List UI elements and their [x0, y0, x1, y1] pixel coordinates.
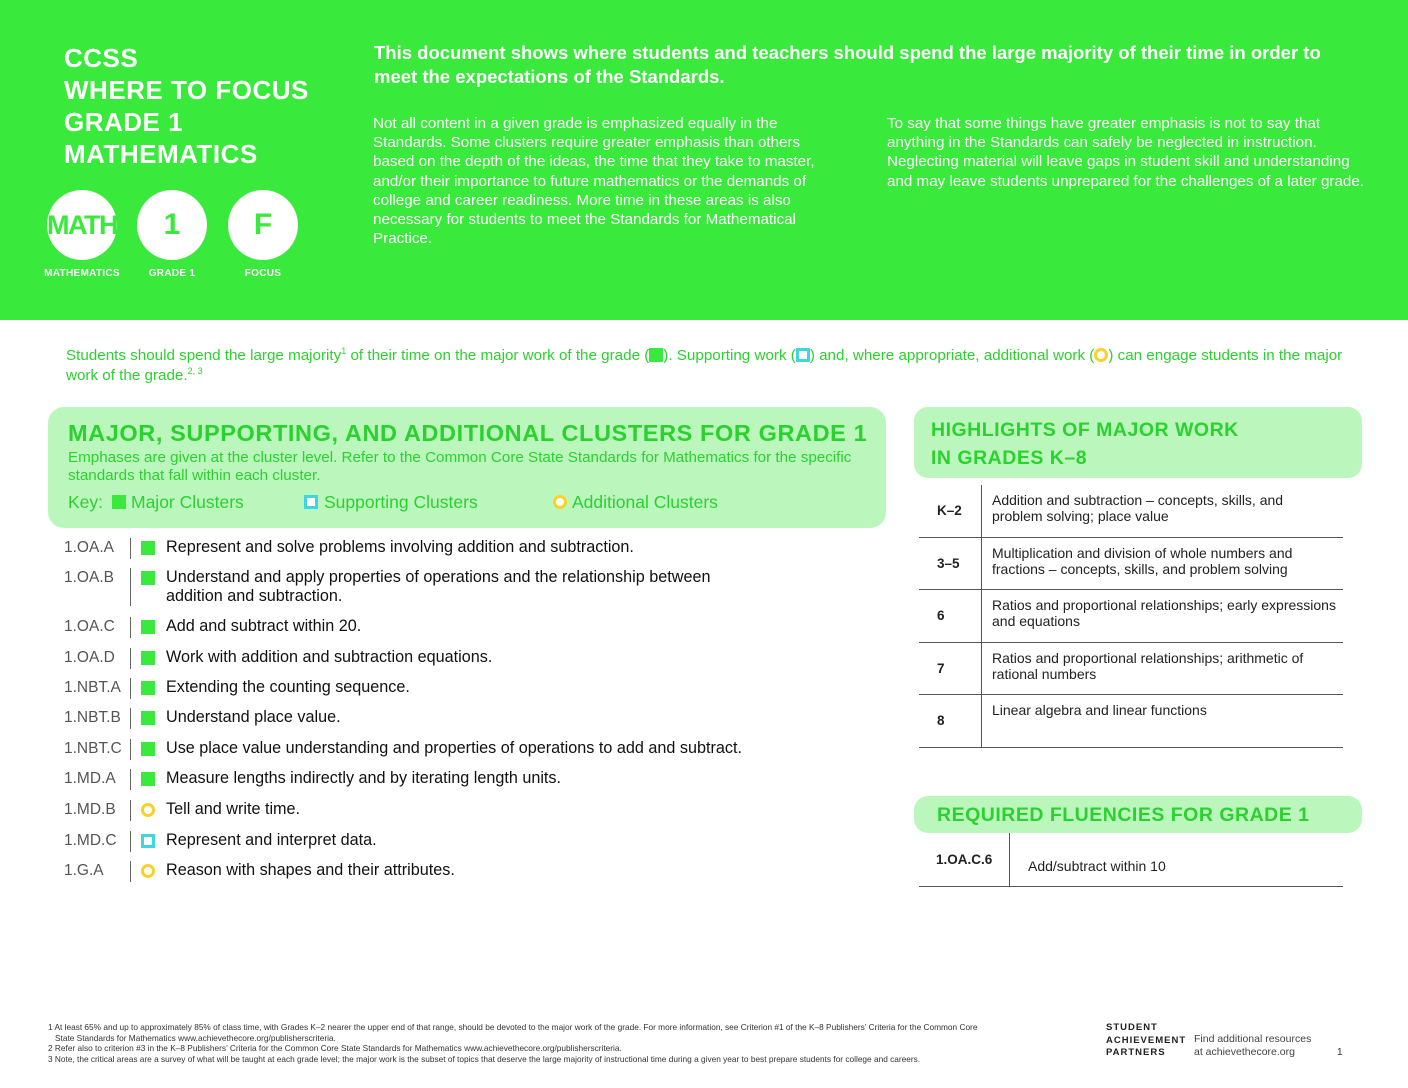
page-number: 1 — [1337, 1047, 1343, 1058]
highlights-heading-line: HIGHLIGHTS OF MAJOR WORK — [931, 419, 1239, 441]
major-square-icon — [141, 620, 155, 634]
major-square-icon — [141, 651, 155, 665]
divider — [130, 831, 131, 852]
divider — [130, 769, 131, 790]
resources-note — [1194, 1033, 1311, 1059]
fluencies-heading: REQUIRED FLUENCIES FOR GRADE 1 — [914, 796, 1362, 833]
cluster-description: Represent and interpret data. — [166, 831, 377, 849]
badge-caption: FOCUS — [244, 268, 282, 279]
cluster-key — [68, 492, 868, 516]
cluster-description: Reason with shapes and their attributes. — [166, 861, 455, 879]
footnote-ref: 1 — [341, 345, 347, 356]
divider — [130, 708, 131, 729]
grade-band: 3–5 — [919, 538, 982, 590]
additional-circle-icon — [141, 864, 155, 878]
divider — [130, 538, 131, 559]
grade-band: 8 — [919, 695, 982, 747]
divider — [130, 648, 131, 669]
logo-line: PARTNERS — [1106, 1047, 1166, 1058]
highlight-text: Ratios and proportional relationships; early expressions and equations — [992, 597, 1336, 629]
footnote-ref: 2, 3 — [187, 365, 203, 376]
intro-text: ). Supporting work ( — [663, 347, 796, 364]
cluster-description: Represent and solve problems involving addition and subtraction. — [166, 538, 634, 556]
title-line: GRADE 1 — [64, 107, 184, 137]
cluster-description: Use place value understanding and properties of operations to add and subtract. — [166, 739, 742, 757]
cluster-description: Understand place value. — [166, 708, 341, 726]
major-square-icon — [141, 742, 155, 756]
highlight-text: Addition and subtraction – concepts, skills, and problem solving; place value — [992, 492, 1284, 524]
major-square-icon — [141, 541, 155, 555]
focus-badge-circle: F — [228, 190, 298, 260]
publisher-logo — [1106, 1022, 1186, 1060]
highlights-table — [919, 485, 1343, 748]
cluster-code: 1.OA.A — [64, 539, 114, 556]
key-additional: Additional Clusters — [572, 492, 718, 512]
additional-circle-icon — [553, 495, 567, 509]
fluency-code: 1.OA.C.6 — [919, 833, 1010, 886]
highlights-heading — [914, 407, 1362, 478]
clusters-heading: MAJOR, SUPPORTING, AND ADDITIONAL CLUSTERS FOR GRADE 1 — [68, 420, 868, 446]
cluster-description: Measure lengths indirectly and by iterating length units. — [166, 769, 562, 787]
major-square-icon — [141, 772, 155, 786]
intro-text: ) can engage students in the major work of the grade. — [66, 347, 1343, 384]
cluster-code: 1.OA.D — [64, 649, 115, 666]
major-square-icon — [649, 348, 663, 362]
additional-circle-icon — [141, 803, 155, 817]
highlight-text: Linear algebra and linear functions — [992, 702, 1207, 718]
intro-column-2: To say that some things have greater emphasis is not to say that anything in the Standards can safely be neglected in instruction. Neglecting material will leave gaps in student skill and understanding and may leave students unprepared for the challenges of a later grade. — [887, 115, 1365, 190]
cluster-description: Extending the counting sequence. — [166, 678, 410, 696]
divider — [130, 861, 131, 882]
cluster-description: Work with addition and subtraction equations. — [166, 648, 493, 666]
grade-band: 6 — [919, 590, 982, 642]
footnote: State Standards for Mathematics www.achievethecore.org/publisherscriteria. — [55, 1032, 336, 1043]
cluster-code: 1.OA.B — [64, 569, 114, 586]
divider — [130, 739, 131, 760]
highlights-row — [919, 485, 1343, 538]
supporting-square-icon — [304, 495, 318, 509]
highlights-row — [919, 590, 1343, 643]
divider — [130, 800, 131, 821]
document-title — [64, 42, 309, 170]
highlights-row — [919, 643, 1343, 696]
footnotes — [48, 1022, 1088, 1064]
major-square-icon — [141, 711, 155, 725]
major-square-icon — [141, 681, 155, 695]
supporting-square-icon — [141, 834, 155, 848]
cluster-code: 1.MD.B — [64, 801, 116, 818]
cluster-code: 1.NBT.A — [64, 679, 121, 696]
divider — [130, 678, 131, 699]
cluster-code: 1.G.A — [64, 862, 104, 879]
title-line: CCSS — [64, 43, 139, 73]
focus-badge — [221, 190, 305, 279]
clusters-emphasis-note: Emphases are given at the cluster level. Refer to the Common Core State Standards for Mathematics for the specific standards that fall within each cluster. — [68, 449, 852, 484]
cluster-description: Understand and apply properties of operations and the relationship between addition and subtraction. — [166, 568, 711, 605]
footnote: 1 At least 65% and up to approximately 85% of class time, with Grades K–2 nearer the upper end of that range, should be devoted to the major work of the grade. For more information, see Criterion #1 of the K–8 Publishers’ Criteria for the Common Core — [48, 1022, 978, 1032]
logo-line: ACHIEVEMENT — [1106, 1034, 1187, 1046]
key-supporting: Supporting Clusters — [324, 492, 478, 512]
key-major: Major Clusters — [131, 492, 244, 512]
intro-text: Students should spend the large majority — [66, 347, 342, 364]
math-badge-circle: MATH — [47, 190, 117, 260]
grade-badge — [130, 190, 214, 279]
grade-band: 7 — [919, 643, 982, 695]
cluster-code: 1.MD.C — [64, 832, 117, 849]
grade-band: K–2 — [919, 485, 982, 537]
title-line: MATHEMATICS — [64, 139, 258, 169]
intro-column-1: Not all content in a given grade is emphasized equally in the Standards. Some clusters require greater emphasis than others based on the depth of the ideas, the time that they take to master, and/or their importance to future mathematics or the demands of college and career readiness. More time in these areas is also necessary for students to meet the Standards for Mathematical Practice. — [373, 115, 815, 248]
intro-text: of their time on the major work of the grade ( — [346, 347, 650, 364]
grade-badge-circle: 1 — [137, 190, 207, 260]
cluster-code: 1.NBT.B — [64, 709, 121, 726]
badge-group — [40, 190, 320, 290]
fluency-text: Add/subtract within 10 — [1028, 858, 1166, 874]
math-badge — [40, 190, 124, 279]
footnote: 2 Refer also to criterion #3 in the K–8 Publishers’ Criteria for the Common Core State Standards for Mathematics www.achievethecore.org/publisherscriteria. — [48, 1043, 622, 1053]
logo-line: STUDENT — [1106, 1022, 1158, 1033]
supporting-square-icon — [796, 348, 810, 362]
highlights-heading-line: IN GRADES K–8 — [931, 447, 1088, 469]
cluster-code: 1.NBT.C — [64, 740, 122, 757]
badge-caption: MATHEMATICS — [44, 268, 120, 279]
cluster-description: Add and subtract within 20. — [166, 617, 362, 635]
resources-link[interactable]: at achievethecore.org — [1194, 1046, 1295, 1058]
divider — [130, 617, 131, 638]
title-line: WHERE TO FOCUS — [64, 75, 309, 105]
major-square-icon — [112, 495, 126, 509]
highlights-row — [919, 695, 1343, 748]
cluster-description: Tell and write time. — [166, 800, 301, 818]
highlight-text: Ratios and proportional relationships; arithmetic of rational numbers — [992, 649, 1304, 682]
cluster-code: 1.MD.A — [64, 770, 116, 787]
resources-line: Find additional resources — [1194, 1033, 1312, 1045]
intro-text: ) and, where appropriate, additional work ( — [809, 347, 1095, 364]
badge-caption: GRADE 1 — [148, 268, 196, 279]
header-banner — [0, 0, 1408, 320]
major-square-icon — [141, 571, 155, 585]
footnote: 3 Note, the critical areas are a survey of what will be taught at each grade level; the major work is the subset of topics that deserve the large majority of instructional time during a given year to best prepare students for college and careers. — [48, 1053, 921, 1064]
divider — [130, 568, 131, 606]
highlights-row — [919, 538, 1343, 591]
fluency-row — [919, 833, 1343, 887]
cluster-code: 1.OA.C — [64, 618, 115, 635]
time-allocation-statement — [66, 346, 1356, 385]
lead-statement: This document shows where students and teachers should spend the large majority of their time in order to meet the expectations of the Standards. — [374, 42, 1321, 87]
clusters-header — [48, 407, 886, 528]
additional-circle-icon — [1094, 348, 1108, 362]
key-label: Key: — [68, 492, 104, 512]
highlight-text: Multiplication and division of whole numbers and fractions – concepts, skills, and problem solving — [992, 544, 1293, 577]
